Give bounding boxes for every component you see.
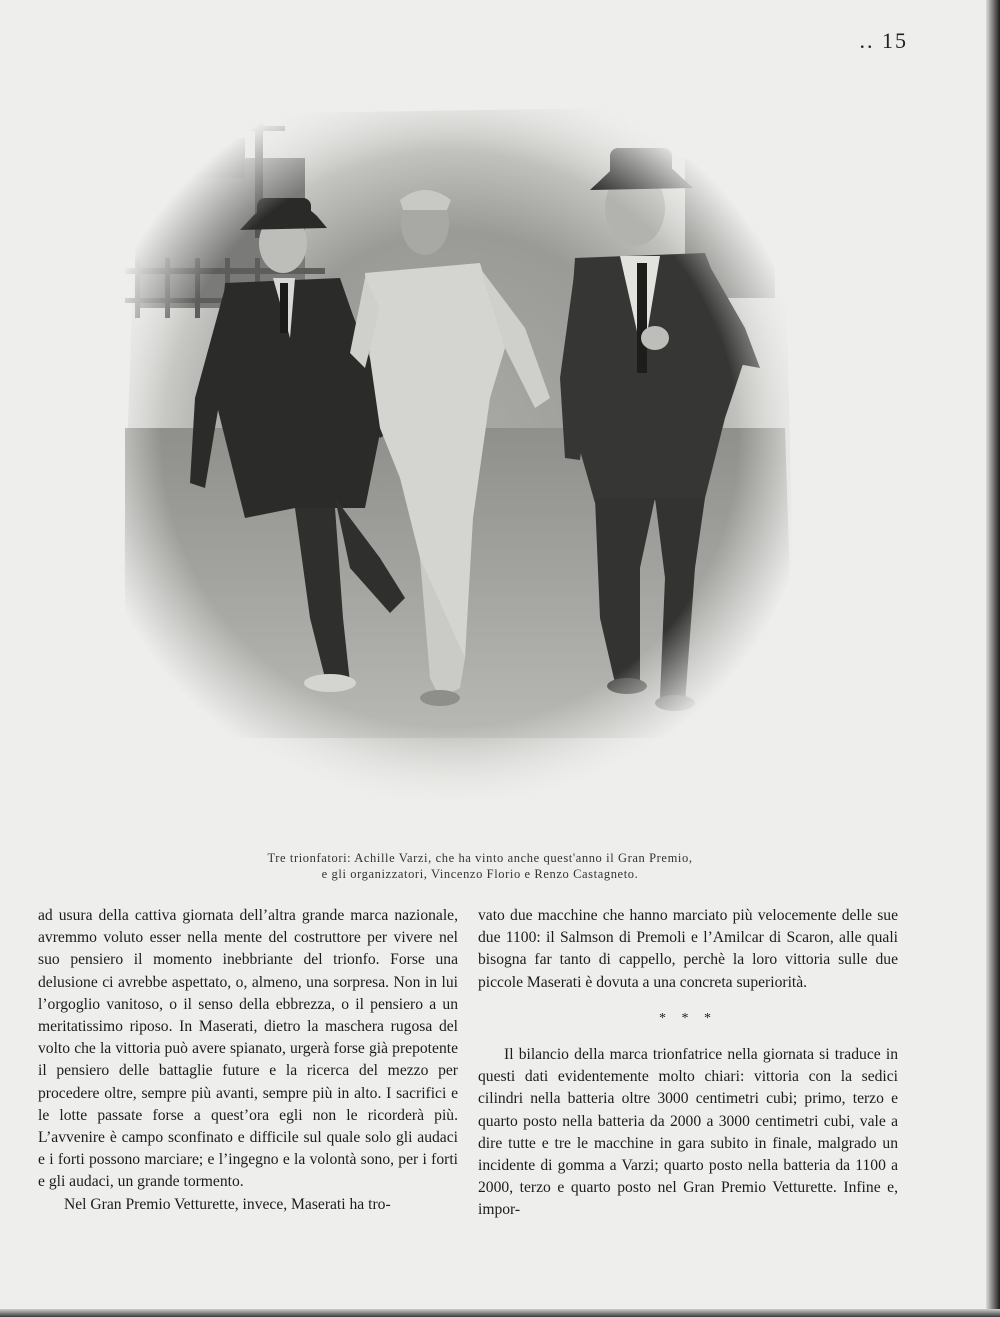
paragraph: Nel Gran Premio Vetturette, invece, Maserati ha tro- bbox=[64, 1195, 391, 1213]
page-edge-right bbox=[986, 0, 1000, 1317]
article-column-right bbox=[478, 905, 898, 1222]
article-column-left bbox=[38, 905, 458, 1216]
caption-line-1: Tre trionfatori: Achille Varzi, che ha vinto anche quest'anno il Gran Premio, bbox=[267, 851, 693, 865]
page-edge-bottom bbox=[0, 1309, 1000, 1317]
paragraph: ad usura della cattiva giornata dell’altra grande marca nazionale, avremmo voluto esser nella mente del costruttore per vivere nel suo pensiero il momento inebbriante del trionfo. Forse una delusione ci avrebbe aspettato, o, almeno, una sorpresa. Non in lui l’orgoglio vanitoso, o il senso della ebbrezza, o il pensiero a un meritatissimo riposo. In Maserati, dietro la maschera rugosa del volto che la vittoria può avere spianato, urgerà forse già prepotente il pensiero delle battaglie future e la ricerca del mezzo per procedere oltre, sempre più avanti, sempre più in alto. I sacrifici e le lotte passate forse a quest’ora egli non le ricorderà più. L’avvenire è campo sconfinato e difficile sul quale solo gli audaci e i forti possono marciare; e l’ingegno e la volontà sono, per i forti e gli audaci, un grande tormento. bbox=[38, 907, 458, 1191]
paragraph: Il bilancio della marca trionfatrice nella giornata si traduce in questi dati evidentemente molto chiari: vittoria con la sedici cilindri nella batteria oltre 3000 centimetri cubi; primo, terzo e quarto posto nella batteria da 2000 a 3000 centimetri cubi, vale a dire tutte e tre le macchine in gara subito in finale, malgrado un incidente di gomma a Varzi; quarto posto nella batteria da 1100 a 2000, terzo e quarto posto nel Gran Premio Vetturette. Infine e, impor- bbox=[478, 1046, 898, 1219]
photograph-three-men-walking-icon bbox=[95, 98, 805, 808]
paragraph: vato due macchine che hanno marciato più velocemente delle sue due 1100: il Salmson di Premoli e l’Amilcar di Scaron, alle quali bisogna far tanto di cappello, perchè la loro vittoria sulle due piccole Maserati è dovuta a una concreta superiorità. bbox=[478, 907, 898, 991]
section-separator: * * * bbox=[659, 1010, 717, 1026]
caption-line-2: e gli organizzatori, Vincenzo Florio e Renzo Castagneto. bbox=[321, 867, 639, 881]
page-number: .. 15 bbox=[859, 28, 908, 53]
photograph bbox=[95, 98, 805, 808]
photo-caption bbox=[150, 850, 810, 882]
